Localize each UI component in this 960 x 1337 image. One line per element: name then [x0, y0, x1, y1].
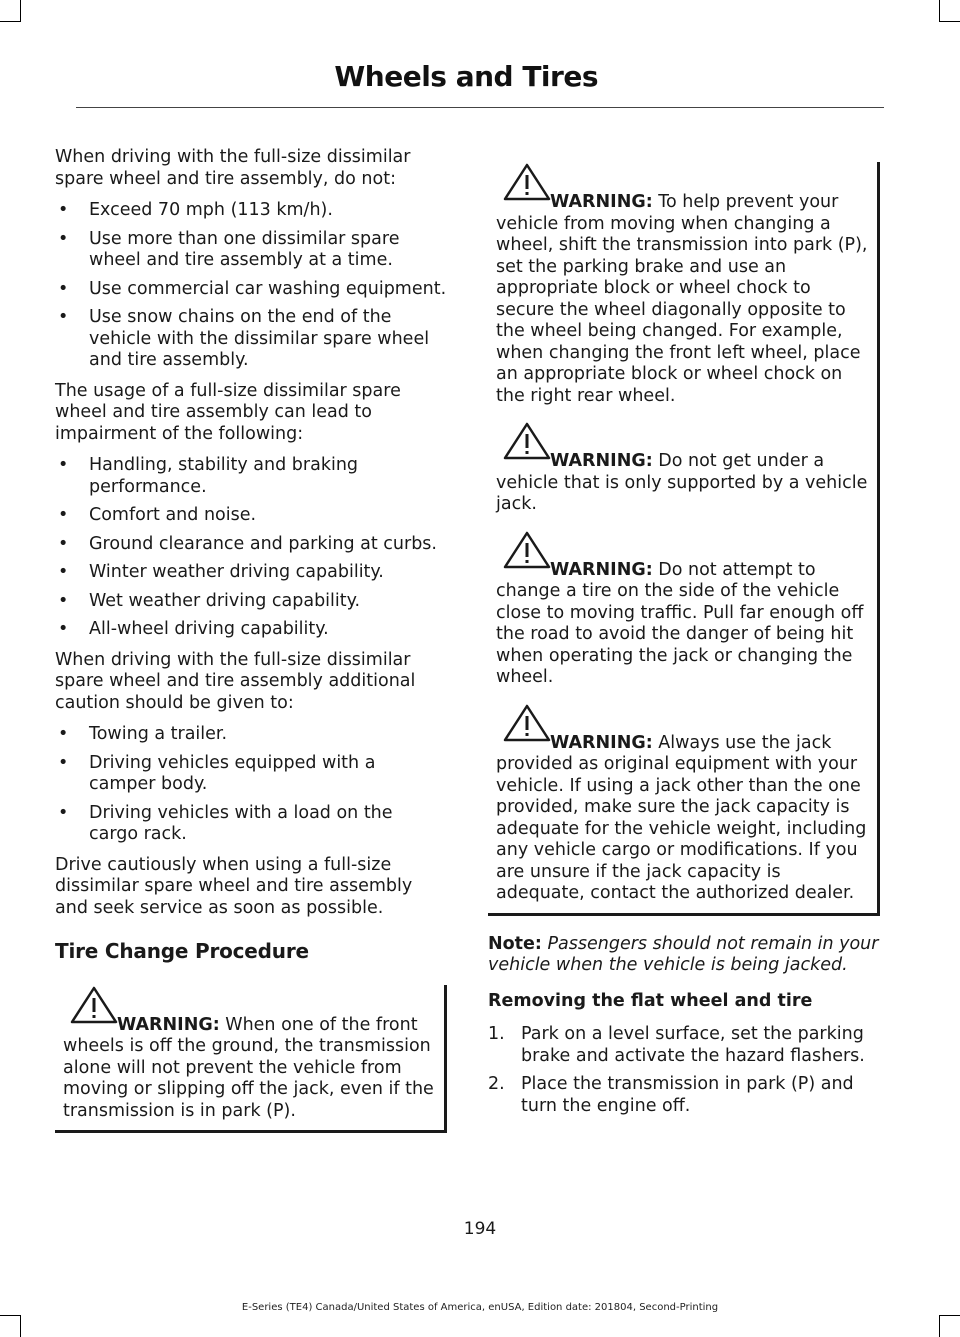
list-item: • Use snow chains on the end of the vehicle with the dissimilar spare wheel and tire assembly. — [58, 307, 430, 370]
list-item: • Use commercial car washing equipment. — [58, 278, 447, 299]
warning-triangle-icon — [69, 985, 119, 1025]
warning-text: To help prevent your vehicle from moving when changing a wheel, shift the transmission into park (P), set the parking brake and use an appropriate block or wheel chock to secure the wheel diagonally opposite to the wheel being changed. For example, when changing the front left wheel, place an appropriate block or wheel chock on the right rear wheel. — [496, 192, 868, 406]
warning-block — [496, 530, 871, 689]
list-item: • Exceed 70 mph (113 km/h). — [58, 200, 333, 220]
list-item: • Towing a trailer. — [58, 724, 228, 744]
bullet: • — [58, 228, 69, 249]
warning-text: Do not get under a vehicle that is only supported by a vehicle jack. — [496, 451, 868, 514]
list-item: • Comfort and noise. — [58, 505, 257, 525]
bullet: • — [58, 724, 69, 744]
list-item: • Wet weather driving capability. — [58, 590, 361, 611]
warning-text: When one of the front wheels is off the ground, the transmission alone will not prevent the vehicle from moving or slipping off the jack, even if the transmission is in park (P). — [63, 1014, 434, 1121]
crop-mark-top-left-h — [0, 21, 21, 22]
bullet: • — [58, 802, 69, 823]
note-text: Passengers should not remain in your vehicle when the vehicle is being jacked. — [488, 933, 879, 975]
warning-box — [55, 985, 447, 1134]
section-heading: Tire Change Procedure — [55, 939, 309, 963]
crop-mark-top-right-v — [939, 0, 940, 22]
steps-list — [488, 1024, 880, 1117]
bullet: • — [58, 533, 69, 554]
list-item: • Driving vehicles equipped with a camper body. — [58, 752, 376, 794]
warning-triangle-icon — [502, 162, 552, 202]
warning-box — [488, 162, 880, 916]
crop-mark-bottom-left-v — [20, 1315, 21, 1337]
crop-mark-bottom-right-v — [939, 1315, 940, 1337]
step-text: Place the transmission in park (P) and turn the engine off. — [521, 1074, 854, 1116]
warning-text: Do not attempt to change a tire on the side of the vehicle close to moving traffic. Pull far enough off the road to avoid the danger of being hit when operating the jack or changing the wheel. — [496, 559, 864, 687]
warning-triangle-icon — [502, 703, 552, 743]
crop-mark-bottom-left-h — [0, 1315, 21, 1316]
warning-block — [496, 421, 871, 516]
list-item: • Handling, stability and braking performance. — [58, 455, 359, 497]
left-column — [55, 147, 447, 1151]
warning-block — [496, 162, 871, 407]
list-item: • Winter weather driving capability. — [58, 562, 384, 582]
page-title: Wheels and Tires — [334, 60, 598, 93]
closing-paragraph: Drive cautiously when using a full-size dissimilar spare wheel and tire assembly and seek service as soon as possible. — [55, 854, 413, 918]
crop-mark-bottom-right-h — [939, 1315, 960, 1316]
step-item — [488, 1074, 880, 1117]
warning-label: WARNING: — [550, 559, 653, 580]
bullet: • — [58, 752, 69, 773]
warning-triangle-icon — [502, 421, 552, 461]
subsection-heading: Removing the flat wheel and tire — [488, 990, 813, 1011]
bullet: • — [58, 505, 69, 525]
warning-label: WARNING: — [550, 451, 653, 471]
header-divider — [76, 107, 884, 108]
step-number: 2. — [488, 1074, 505, 1094]
bullet: • — [58, 278, 69, 299]
page-number: 194 — [463, 1219, 497, 1239]
warning-label: WARNING: — [550, 732, 653, 753]
list-item: • All-wheel driving capability. — [58, 619, 329, 639]
bullet: • — [58, 590, 69, 611]
note-paragraph — [488, 934, 880, 977]
do-not-list — [55, 200, 447, 372]
right-column — [488, 148, 880, 1124]
bullet: • — [58, 307, 69, 327]
note-label: Note: — [488, 933, 542, 954]
list-item: • Use more than one dissimilar spare wheel and tire assembly at a time. — [58, 228, 400, 270]
step-item — [488, 1024, 880, 1067]
crop-mark-top-right-h — [939, 21, 960, 22]
caution-list — [55, 724, 447, 846]
list-item: • Ground clearance and parking at curbs. — [58, 533, 437, 554]
step-text: Park on a level surface, set the parking brake and activate the hazard flashers. — [521, 1024, 865, 1066]
bullet: • — [58, 562, 69, 582]
intro-paragraph-3: When driving with the full-size dissimilar spare wheel and tire assembly additional caution should be given to: — [55, 649, 416, 713]
warning-block — [496, 703, 871, 905]
bullet: • — [58, 200, 69, 220]
intro-paragraph-2: The usage of a full-size dissimilar spare wheel and tire assembly can lead to impairment of the following: — [55, 380, 401, 444]
warning-text: Always use the jack provided as original equipment with your vehicle. If using a jack other than the one provided, make sure the jack capacity is adequate for the vehicle weight, including any vehicle cargo or modifications. If you are unsure if the jack capacity is adequate, contact the authorized dealer. — [496, 732, 867, 903]
impairment-list — [55, 455, 447, 641]
warning-label: WARNING: — [550, 192, 653, 212]
intro-paragraph-1: When driving with the full-size dissimilar spare wheel and tire assembly, do not: — [55, 147, 411, 189]
warning-block — [63, 985, 438, 1123]
step-number: 1. — [488, 1024, 505, 1044]
bullet: • — [58, 619, 69, 639]
warning-triangle-icon — [502, 530, 552, 570]
footer-edition: E-Series (TE4) Canada/United States of America, enUSA, Edition date: 201804, Second-Printing — [241, 1302, 719, 1313]
crop-mark-top-left-v — [20, 0, 21, 22]
warning-label: WARNING: — [117, 1014, 220, 1035]
bullet: • — [58, 455, 69, 475]
list-item: • Driving vehicles with a load on the cargo rack. — [58, 802, 393, 844]
